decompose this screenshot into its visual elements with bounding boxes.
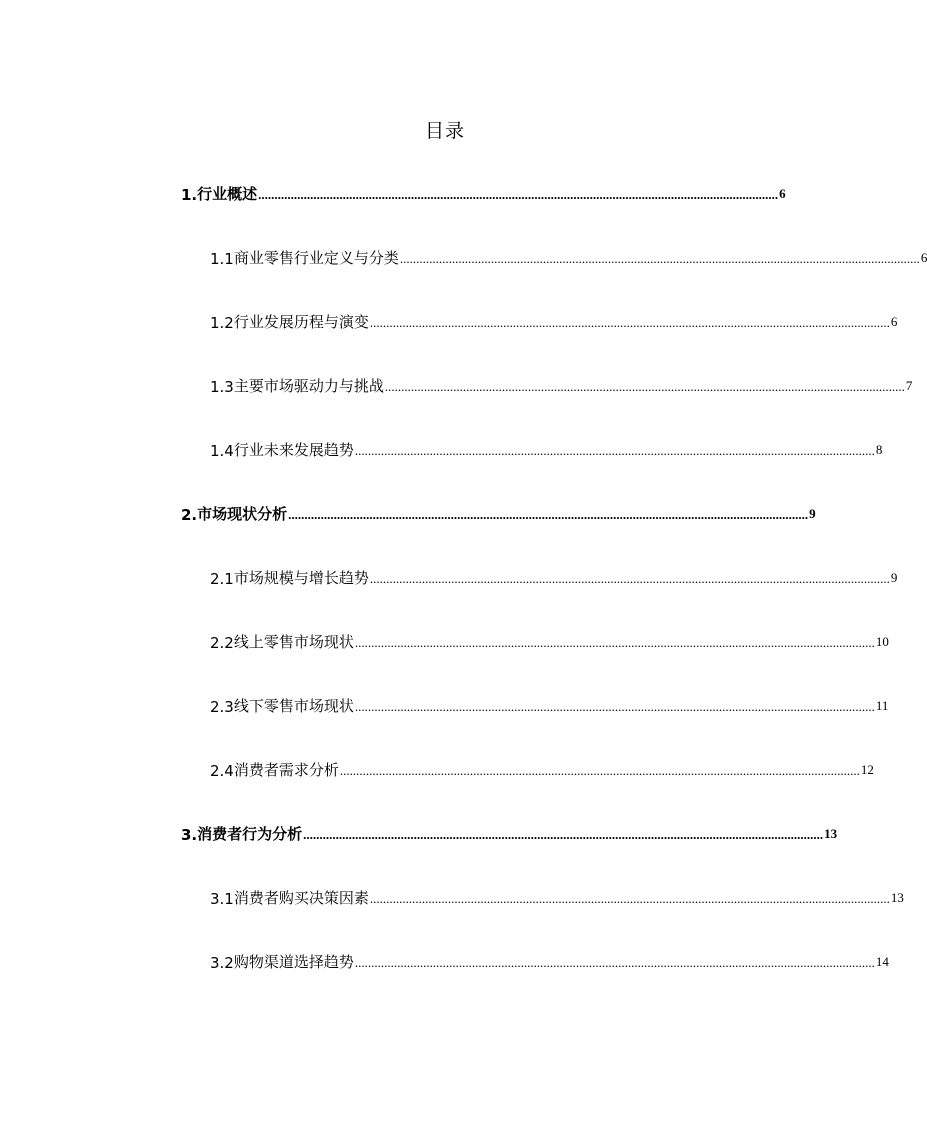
- toc-entry-number: 1.1: [210, 250, 234, 268]
- toc-entry-number: 2.1: [210, 570, 234, 588]
- toc-entry-1-1[interactable]: [210, 246, 927, 268]
- toc-entry-2-4[interactable]: [210, 758, 874, 780]
- toc-entry-title: 线下零售市场现状: [233, 697, 354, 715]
- toc-entry-number: 3.1: [210, 890, 234, 908]
- toc-entry-3[interactable]: [181, 822, 838, 844]
- toc-entry-number: 2.2: [210, 634, 234, 652]
- toc-leader-dots: ................................................................................................................................................................: [369, 571, 890, 586]
- toc-entry-1-2[interactable]: [210, 310, 898, 332]
- toc-entry-2-3[interactable]: [210, 694, 889, 716]
- toc-leader-dots: ................................................................................................................................................................: [339, 763, 860, 778]
- toc-entry-2-2[interactable]: [210, 630, 889, 652]
- toc-entry-title: 市场规模与增长趋势: [233, 569, 369, 587]
- toc-entry-title: 线上零售市场现状: [233, 633, 354, 651]
- toc-leader-dots: ................................................................................................................................................................: [354, 635, 875, 650]
- toc-entry-page: 7: [905, 378, 913, 393]
- toc-entry-number: 1.: [181, 186, 198, 204]
- toc-entry-page: 13: [824, 826, 838, 841]
- toc-entry-page: 10: [875, 634, 889, 649]
- toc-entry-number: 1.2: [210, 314, 234, 332]
- toc-entry-number: 2.: [181, 506, 198, 524]
- toc-leader-dots: ................................................................................................................................................................: [369, 891, 890, 906]
- toc-entry-title: 市场现状分析: [197, 505, 288, 523]
- toc-leader-dots: ................................................................................................................................................................: [354, 443, 875, 458]
- toc-leader-dots: ................................................................................................................................................................: [354, 699, 875, 714]
- toc-entry-page: 6: [779, 186, 786, 201]
- toc-entry-title: 消费者行为分析: [197, 825, 303, 843]
- toc-leader-dots: ................................................................................................................................................................: [303, 827, 824, 842]
- toc-entry-page: 9: [809, 506, 816, 521]
- toc-leader-dots: ................................................................................................................................................................: [369, 315, 890, 330]
- toc-entry-title: 行业发展历程与演变: [233, 313, 369, 331]
- toc-leader-dots: ................................................................................................................................................................: [399, 251, 920, 266]
- toc-entry-page: 9: [890, 570, 898, 585]
- toc-title: 目录: [424, 120, 465, 142]
- toc-entry-title: 消费者需求分析: [233, 761, 339, 779]
- toc-entry-title: 购物渠道选择趋势: [233, 953, 354, 971]
- toc-entry-page: 11: [875, 698, 889, 713]
- toc-entry-number: 3.2: [210, 954, 234, 972]
- toc-entry-title: 消费者购买决策因素: [233, 889, 369, 907]
- toc-entry-title: 主要市场驱动力与挑战: [233, 377, 384, 395]
- toc-entry-2-1[interactable]: [210, 566, 898, 588]
- toc-entry-1[interactable]: [181, 182, 786, 204]
- toc-leader-dots: ................................................................................................................................................................: [384, 379, 905, 394]
- toc-entry-3-2[interactable]: [210, 950, 889, 972]
- toc-entry-title: 行业未来发展趋势: [233, 441, 354, 459]
- toc-entry-page: 6: [920, 250, 927, 265]
- toc-entry-number: 3.: [181, 826, 198, 844]
- toc-leader-dots: ................................................................................................................................................................: [354, 955, 875, 970]
- toc-entry-page: 13: [890, 890, 904, 905]
- toc-leader-dots: ................................................................................................................................................................: [258, 187, 779, 202]
- toc-entry-2[interactable]: [181, 502, 816, 524]
- toc-leader-dots: ................................................................................................................................................................: [288, 507, 809, 522]
- toc-entry-number: 2.3: [210, 698, 234, 716]
- toc-entry-number: 2.4: [210, 762, 234, 780]
- toc-entry-number: 1.3: [210, 378, 234, 396]
- toc-entry-page: 14: [875, 954, 889, 969]
- toc-entry-page: 8: [875, 442, 883, 457]
- toc-entry-number: 1.4: [210, 442, 234, 460]
- toc-entry-title: 行业概述: [197, 185, 258, 203]
- toc-entry-page: 6: [890, 314, 898, 329]
- toc-entry-1-3[interactable]: [210, 374, 913, 396]
- toc-entry-3-1[interactable]: [210, 886, 904, 908]
- toc-entry-page: 12: [860, 762, 874, 777]
- toc-entry-title: 商业零售行业定义与分类: [233, 249, 399, 267]
- toc-entry-1-4[interactable]: [210, 438, 883, 460]
